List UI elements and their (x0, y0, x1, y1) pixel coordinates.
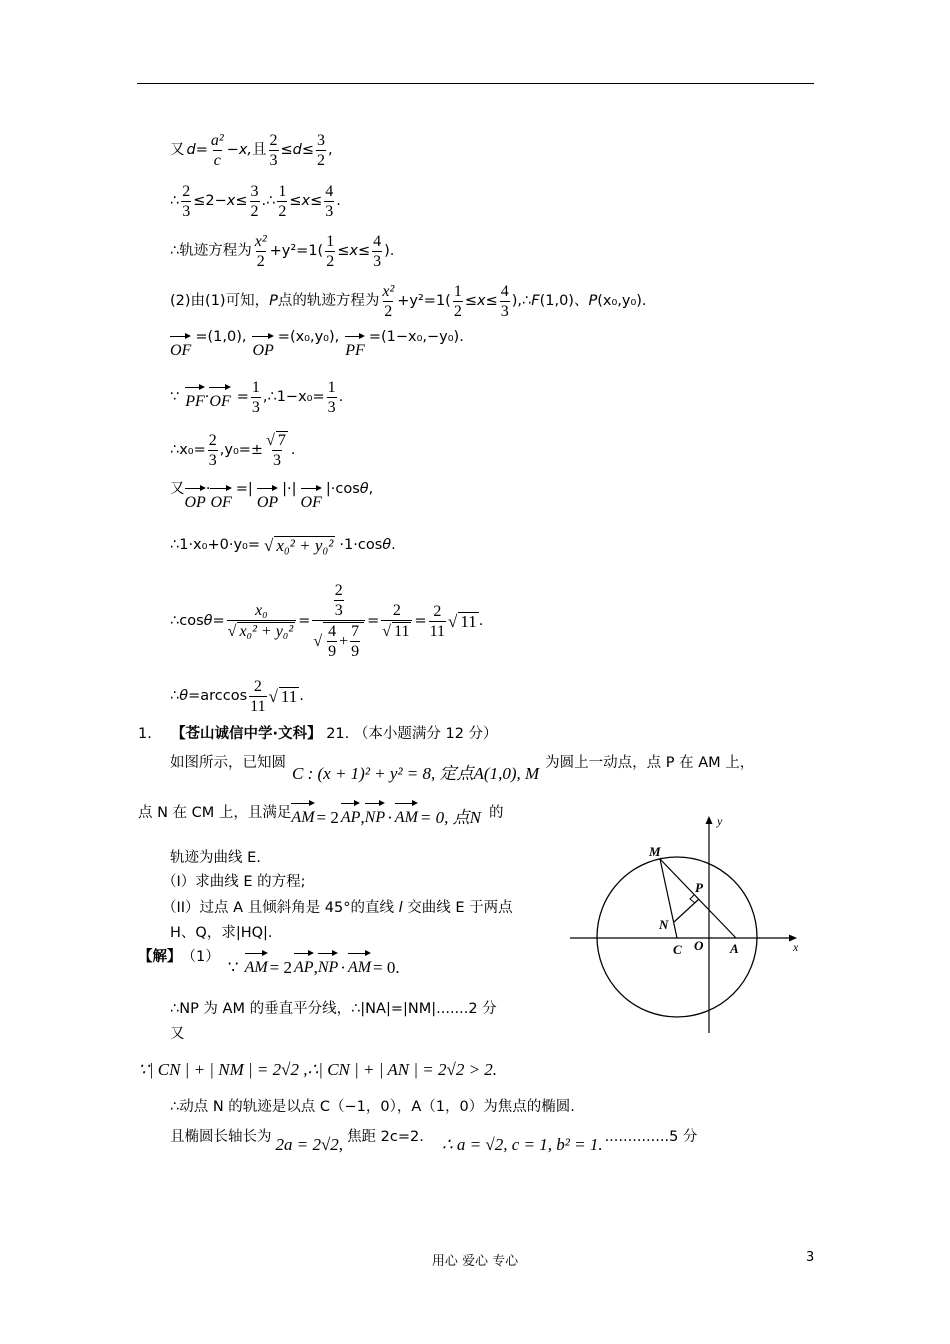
text: ∴cos (170, 613, 204, 629)
text: P (588, 293, 598, 309)
line-1 (170, 126, 333, 174)
vector-AM: AM (348, 950, 371, 977)
label-y: y (717, 814, 723, 828)
vector-OP: OP (185, 485, 206, 512)
vector-OP: OP (252, 333, 273, 360)
text: = (367, 613, 380, 629)
line-11 (170, 672, 304, 720)
fraction: $\frac{4}{3}$ (325, 182, 334, 220)
math: ∴ a = √2, c = 1, b² = 1. (441, 1135, 603, 1154)
text: 且椭圆长轴长为 (170, 1129, 272, 1145)
vector-OF: OF (170, 333, 191, 360)
sqrt-11: √ 11 (268, 686, 298, 706)
text: = 0, 点N (419, 808, 481, 827)
right-angle-mark (690, 895, 695, 903)
fraction: $\frac{√ 7}{3}$ (266, 432, 286, 469)
fraction: $\frac{4}{3}$ (500, 282, 509, 320)
text: = (298, 613, 311, 629)
page-number: 3 (806, 1250, 815, 1265)
fraction: $\frac{3}{2}$ (250, 182, 259, 220)
fraction: $\frac{1}{2}$ (326, 232, 335, 270)
problem-source: 【苍山诚信中学·文科】 (171, 726, 322, 742)
text: 为圆上一动点，点 P 在 AM 上， (545, 755, 755, 771)
segment-MA (660, 859, 736, 938)
fraction: $\frac{\text{x²}}{2}$ (254, 232, 267, 270)
text: ),∴ (511, 293, 532, 309)
text: l (398, 900, 403, 916)
text: θ (179, 688, 189, 704)
text: ≤ (289, 193, 302, 209)
solution-line-2: ∴NP 为 AM 的垂直平分线，∴|NA|=|NM|.......2 分 (170, 1001, 497, 1017)
text: 且 (252, 142, 267, 158)
text: 又 (170, 142, 185, 158)
fraction: $\frac{2}{3}$ (182, 182, 191, 220)
text: . (336, 193, 341, 209)
label-N: N (659, 917, 669, 932)
text: ≤ (337, 243, 350, 259)
text: 的 (488, 805, 504, 821)
sqrt-x0-y0: √ x₀² + y₀² (263, 535, 334, 555)
text: − (226, 142, 239, 158)
text: · (205, 481, 211, 497)
vector-OF: OF (210, 485, 231, 512)
header-rule (137, 83, 814, 84)
vector-PF: PF (185, 384, 205, 411)
text: , (313, 958, 318, 977)
vector-OF: OF (301, 485, 322, 512)
text: ≤ (310, 193, 323, 209)
text: = 2 (316, 808, 339, 827)
fraction: $\frac{1}{2}$ (278, 182, 287, 220)
fraction: $\frac{2}{11}$ (250, 677, 266, 715)
solution-line-3: 又 (170, 1026, 185, 1042)
text: ≤ (357, 243, 371, 259)
text: 点的轨迹方程为 (277, 293, 380, 309)
text: +y²=1( (397, 293, 451, 309)
text: ∴ (170, 688, 180, 704)
text: . (290, 442, 296, 458)
fraction: $\frac{2}{3}$ √ $\frac{4}{9}$ + $\frac{7}{9}$ (312, 582, 365, 660)
fraction: $\frac{3}{2}$ (317, 131, 326, 169)
text: ∴x₀= (170, 442, 206, 458)
text: x (349, 243, 358, 259)
footer-motto: 用心 爱心 专心 (431, 1254, 519, 1269)
text: 焦距 2c=2. (347, 1129, 424, 1145)
text: = 2 (269, 958, 293, 977)
text: θ (359, 481, 369, 497)
fraction: $\frac{2}{√ 11}$ (381, 602, 412, 640)
line-9 (170, 527, 396, 563)
text: ). (384, 243, 395, 259)
fraction: $\frac{2}{3}$ (208, 431, 217, 469)
line-4 (170, 277, 647, 325)
vector-AP: AP (341, 800, 361, 827)
vector-OP: OP (257, 485, 278, 512)
text: （1） (181, 949, 220, 965)
question-points: （本小题满分 12 分） (353, 726, 498, 742)
text: =(1−x₀,−y₀). (368, 329, 464, 345)
question-number: 21. (326, 726, 350, 742)
line-10 (170, 578, 483, 664)
text: |·cos (325, 481, 360, 497)
problem-header (138, 725, 498, 743)
text: 点 N 在 CM 上，且满足 (138, 805, 292, 821)
text: (x₀,y₀). (597, 293, 647, 309)
text: , (360, 808, 365, 827)
text: . (478, 613, 484, 629)
vector-NP: NP (365, 800, 385, 827)
label-P: P (695, 880, 703, 895)
label-M: M (649, 844, 661, 859)
solution-line-1 (138, 948, 400, 982)
text: =(x₀,y₀), (277, 329, 340, 345)
text: ≤ (485, 293, 498, 309)
line-8 (170, 476, 373, 512)
text: ∴轨迹方程为 (170, 243, 252, 259)
fraction: $\frac{2}{3}$ (269, 131, 278, 169)
vector-AM: AM (395, 800, 418, 827)
fraction: $\frac{4}{3}$ (373, 232, 382, 270)
text: ≤ (301, 142, 315, 158)
text: x (476, 293, 486, 309)
solution-line-4: ∵| CN | + | NM | = 2√2 ,∴| CN | + | AN | = 2√2 > 2. (138, 1060, 498, 1079)
math: 2a = 2√2, (275, 1135, 344, 1154)
text: x, (238, 142, 253, 158)
text: ,∴1−x₀= (262, 389, 325, 405)
fraction: $\frac{1}{2}$ (453, 282, 462, 320)
text: · (204, 389, 210, 405)
solution-line-6 (170, 1126, 697, 1160)
label-O: O (694, 938, 704, 953)
figure-circle-diagram (565, 812, 815, 1037)
text: = (414, 613, 427, 629)
vector-AP: AP (294, 950, 314, 977)
text: . (338, 389, 344, 405)
text: ∴ (170, 193, 180, 209)
text: P (269, 293, 278, 309)
text: =arccos (188, 688, 248, 704)
problem-line-2 (138, 800, 503, 840)
text: 如图所示，已知圆 (170, 755, 286, 771)
text: x (301, 193, 311, 209)
fraction: $\frac{1}{3}$ (327, 378, 336, 416)
text: · (387, 808, 393, 827)
label-C: C (673, 942, 682, 957)
text: ·1·cos (339, 537, 383, 553)
text: . (299, 688, 304, 704)
text: ∵ (170, 389, 180, 405)
text: (2)由(1)可知， (170, 293, 270, 309)
text: ≤ (280, 142, 293, 158)
text: ∵ (227, 958, 239, 977)
text: ,y₀=± (219, 442, 264, 458)
fraction: $\frac{2}{11}$ (429, 602, 446, 640)
problem-line-5 (162, 899, 513, 917)
text: 交曲线 E 于两点 (407, 900, 513, 916)
problem-line-6: H、Q，求|HQ|. (170, 925, 273, 941)
text: .∴ (261, 193, 276, 209)
vector-AM: AM (245, 950, 268, 977)
line-5 (170, 324, 464, 360)
fraction: $\frac{\text{x²}}{2}$ (382, 282, 395, 320)
text: ..............5 分 (604, 1129, 698, 1145)
label-A: A (730, 941, 739, 956)
text: = 0. (373, 958, 400, 977)
text: =(1,0), (195, 329, 247, 345)
text: +y²=1( (269, 243, 324, 259)
text: = (212, 613, 225, 629)
line-2 (170, 177, 341, 225)
vector-NP: NP (318, 950, 338, 977)
y-axis-arrow-icon (706, 816, 713, 824)
line-6 (170, 373, 343, 421)
text: (1,0)、 (539, 293, 589, 309)
label-x: x (793, 940, 799, 954)
problem-number: 1. (138, 726, 152, 742)
line-7 (170, 426, 295, 474)
text: θ (203, 613, 213, 629)
vector-OF: OF (209, 384, 230, 411)
segment-NP (674, 899, 699, 922)
vector-PF: PF (345, 333, 365, 360)
sqrt-11: √ 11 (448, 611, 477, 631)
fraction: $\frac{\text{a²}}{c}$ (210, 131, 224, 169)
text: · (340, 958, 346, 977)
text: θ (382, 537, 392, 553)
problem-line-3: 轨迹为曲线 E. (170, 850, 261, 866)
text: ∴1·x₀+0·y₀= (170, 537, 260, 553)
problem-line-4: （I）求曲线 E 的方程; (162, 874, 306, 890)
vector-AM: AM (291, 800, 314, 827)
circle-equation: C : (x + 1)² + y² = 8, 定点A(1,0), M (292, 764, 540, 783)
text: , (368, 481, 374, 497)
fraction: $\frac{1}{3}$ (251, 378, 260, 416)
solution-line-5: ∴动点 N 的轨迹是以点 C（−1，0），A（1，0）为焦点的椭圆. (170, 1099, 575, 1115)
text: 又 (170, 481, 185, 497)
text: d (292, 142, 302, 158)
text: =| (235, 481, 253, 497)
solution-label: 【解】 (138, 949, 182, 965)
text: |·| (282, 481, 297, 497)
text: d= (186, 142, 208, 158)
text: ≤2− (193, 193, 227, 209)
fraction: $\frac{\text{x₀}}{\text{√ x₀² + y₀²}}$ (227, 602, 297, 640)
text: x (226, 193, 236, 209)
problem-line-1 (170, 752, 754, 782)
text: ≤ (464, 293, 477, 309)
text: F (531, 293, 540, 309)
text: = (236, 389, 249, 405)
text: , (328, 142, 333, 158)
line-3 (170, 227, 394, 275)
text: （II）过点 A 且倾斜角是 45°的直线 (162, 900, 394, 916)
text: . (391, 537, 396, 553)
text: ≤ (235, 193, 248, 209)
